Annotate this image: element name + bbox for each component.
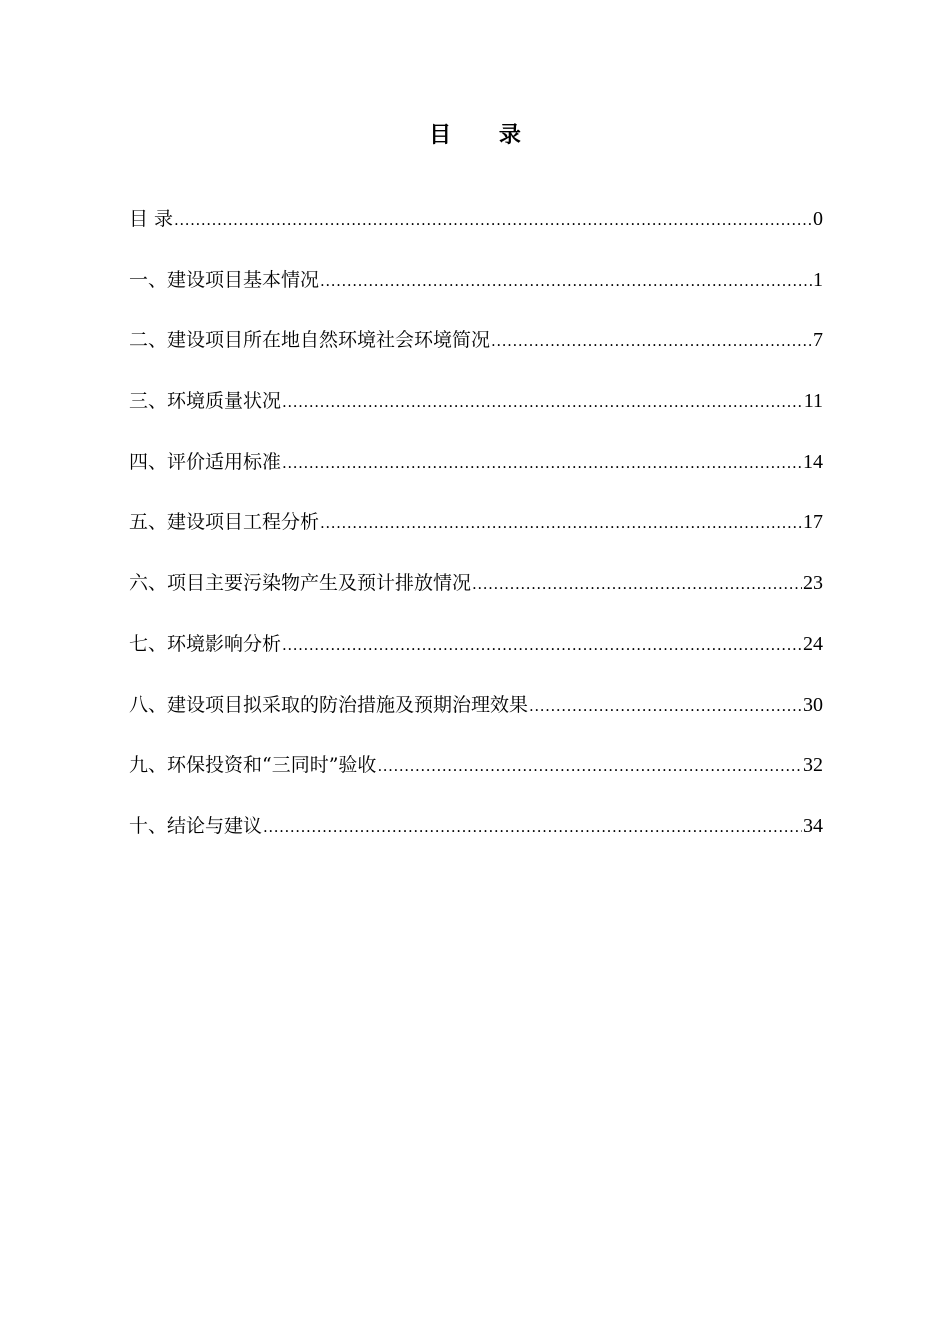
toc-entry-label: 十、结论与建议 bbox=[129, 814, 263, 837]
toc-entry-label: 九、环保投资和“三同时”验收 bbox=[129, 754, 377, 777]
toc-entry-label: 四、评价适用标准 bbox=[129, 450, 282, 473]
toc-entry-page-number: 1 bbox=[813, 268, 823, 291]
toc-entry[interactable] bbox=[129, 202, 823, 263]
toc-dot-leader bbox=[174, 203, 812, 237]
toc-entry[interactable] bbox=[129, 505, 823, 566]
table-of-contents bbox=[129, 202, 823, 870]
toc-entry[interactable] bbox=[129, 809, 823, 870]
toc-dot-leader bbox=[282, 385, 803, 419]
toc-entry[interactable] bbox=[129, 566, 823, 627]
toc-entry[interactable] bbox=[129, 263, 823, 324]
toc-dot-leader bbox=[491, 324, 812, 358]
toc-dot-leader bbox=[320, 264, 812, 298]
toc-entry-label: 目 录 bbox=[129, 208, 174, 230]
toc-entry-label: 七、环境影响分析 bbox=[129, 632, 282, 655]
toc-dot-leader bbox=[263, 810, 802, 844]
toc-entry-page-number: 11 bbox=[803, 390, 823, 413]
page-title: 目 录 bbox=[429, 122, 541, 148]
toc-entry[interactable] bbox=[129, 748, 823, 809]
toc-entry-label: 二、建设项目所在地自然环境社会环境简况 bbox=[129, 329, 491, 352]
toc-entry-label: 三、环境质量状况 bbox=[129, 390, 282, 413]
toc-dot-leader bbox=[282, 446, 802, 480]
toc-dot-leader bbox=[282, 628, 802, 662]
toc-entry-page-number: 30 bbox=[803, 693, 823, 716]
toc-entry[interactable] bbox=[129, 688, 823, 749]
toc-entry[interactable] bbox=[129, 384, 823, 445]
toc-dot-leader bbox=[472, 567, 802, 601]
toc-entry-page-number: 23 bbox=[803, 572, 823, 595]
toc-entry[interactable] bbox=[129, 445, 823, 506]
toc-entry-label: 八、建设项目拟采取的防治措施及预期治理效果 bbox=[129, 693, 529, 716]
toc-entry[interactable] bbox=[129, 627, 823, 688]
toc-entry[interactable] bbox=[129, 323, 823, 384]
toc-entry-page-number: 7 bbox=[813, 329, 823, 352]
toc-entry-page-number: 24 bbox=[803, 632, 823, 655]
toc-entry-label: 六、项目主要污染物产生及预计排放情况 bbox=[129, 572, 472, 595]
toc-dot-leader bbox=[529, 689, 802, 723]
toc-entry-label: 五、建设项目工程分析 bbox=[129, 511, 320, 534]
toc-entry-page-number: 0 bbox=[813, 208, 823, 230]
toc-dot-leader bbox=[320, 506, 802, 540]
toc-entry-page-number: 17 bbox=[803, 511, 823, 534]
toc-entry-label: 一、建设项目基本情况 bbox=[129, 268, 320, 291]
toc-entry-page-number: 34 bbox=[803, 814, 823, 837]
toc-entry-page-number: 32 bbox=[803, 754, 823, 777]
toc-entry-page-number: 14 bbox=[803, 450, 823, 473]
toc-dot-leader bbox=[377, 749, 802, 783]
